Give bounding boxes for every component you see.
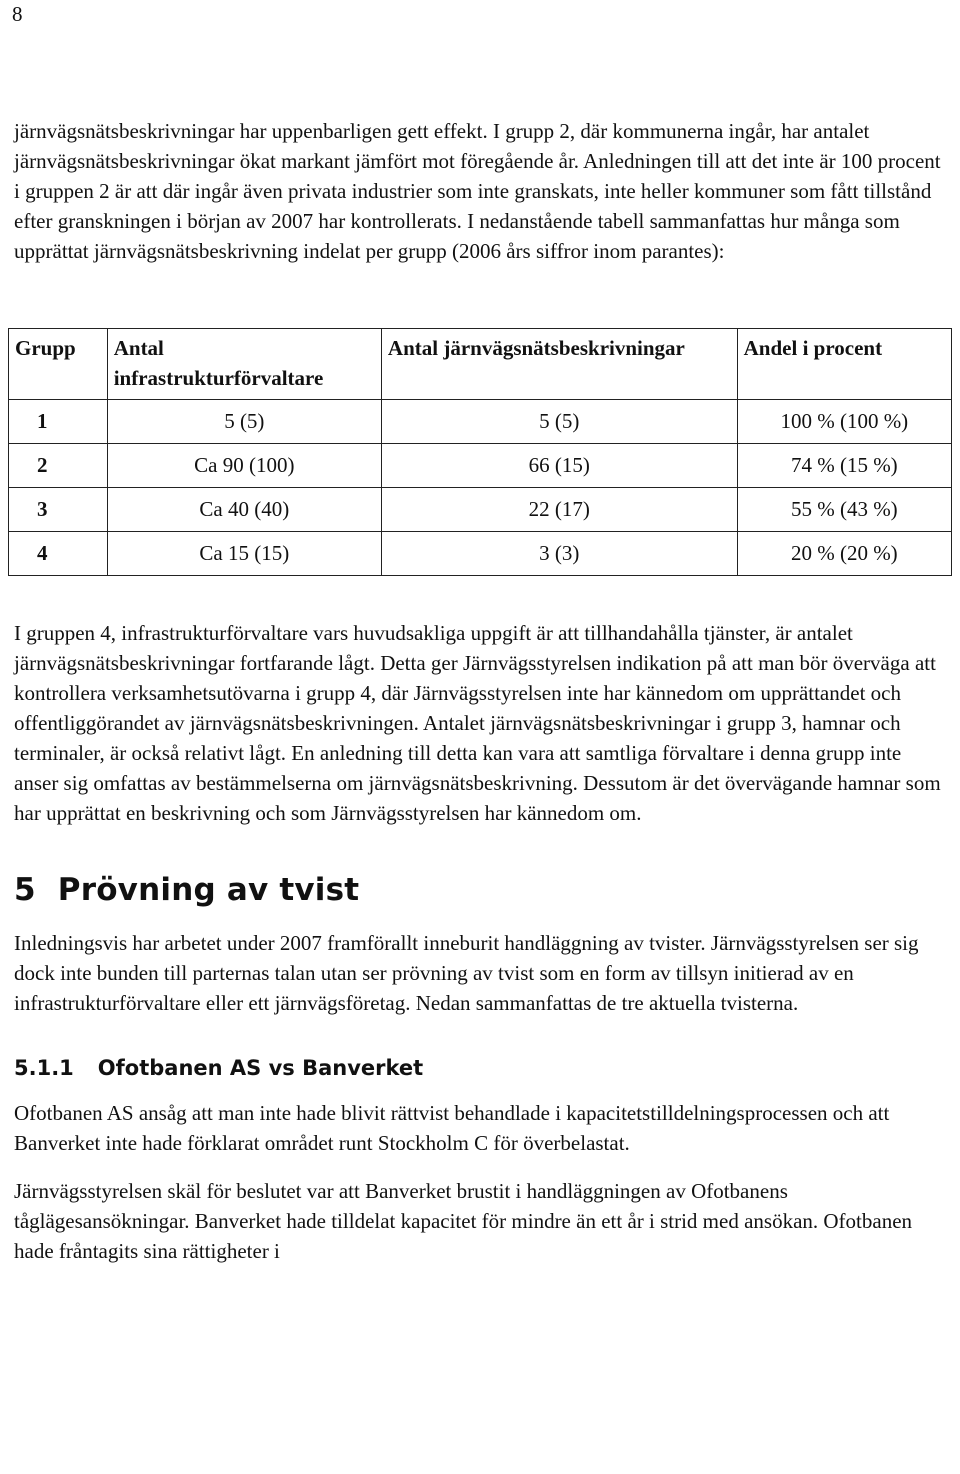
table-row	[9, 532, 952, 576]
section-title: Prövning av tvist	[57, 872, 360, 908]
subsection-heading	[14, 1056, 950, 1080]
summary-table	[8, 328, 952, 576]
cell-statements: 66 (15)	[381, 444, 737, 488]
cell-group: 2	[9, 444, 108, 488]
header-network-statements: Antal järnvägsnätsbeskrivningar	[381, 329, 737, 400]
cell-managers: Ca 90 (100)	[107, 444, 381, 488]
cell-group: 1	[9, 400, 108, 444]
table-header-row	[9, 329, 952, 400]
subsection-paragraph-1: Ofotbanen AS ansåg att man inte hade blivit rättvist behandlade i kapacitetstilldelningsprocessen och att Banverket inte hade förklarat området runt Stockholm C för överbelastat.	[14, 1101, 890, 1155]
intro-paragraph: järnvägsnätsbeskrivningar har uppenbarligen gett effekt. I grupp 2, där kommunerna ingår, har antalet järnvägsnätsbeskrivningar ökat markant jämfört mot föregående år. Anledningen till att det inte är 100 procent i gruppen 2 är att där ingår även privata industrier som inte granskats, inte heller kommuner som fått tillstånd efter granskningen i början av 2007 har kontrollerats. I nedanstående tabell sammanfattas hur många som upprättat järnvägsnätsbeskrivning indelat per grupp (2006 års siffror inom parantes):	[14, 119, 941, 263]
cell-percentage: 55 % (43 %)	[737, 488, 951, 532]
cell-statements: 3 (3)	[381, 532, 737, 576]
header-infrastructure-managers: Antal infrastrukturförvaltare	[107, 329, 381, 400]
cell-group: 4	[9, 532, 108, 576]
section-paragraph: Inledningsvis har arbetet under 2007 framförallt inneburit handläggning av tvister. Järnvägsstyrelsen ser sig dock inte bunden till parternas talan utan ser prövning av tvist som en form av tillsyn initierad av en infrastrukturförvaltare eller ett järnvägsföretag. Nedan sammanfattas de tre aktuella tvisterna.	[14, 931, 919, 1015]
cell-group: 3	[9, 488, 108, 532]
cell-percentage: 100 % (100 %)	[737, 400, 951, 444]
section-heading	[14, 872, 950, 908]
after-table-paragraph: I gruppen 4, infrastrukturförvaltare vars huvudsakliga uppgift är att tillhandahålla tjänster, är antalet järnvägsnätsbeskrivningar fortfarande lågt. Detta ger Järnvägsstyrelsen indikation på att man bör överväga att kontrollera verksamhetsutövarna i grupp 4, där Järnvägsstyrelsen inte har kännedom om upprättandet och offentliggörandet av järnvägsnätsbeskrivningen. Antalet järnvägsnätsbeskrivningar i grupp 3, hamnar och terminaler, är också relativt lågt. En anledning till detta kan vara att samtliga förvaltare i denna grupp inte anser sig omfattas av bestämmelserna om järnvägsnätsbeskrivning. Dessutom är det övervägande hamnar som har upprättat en beskrivning och som Järnvägsstyrelsen har kännedom om.	[14, 621, 941, 825]
cell-percentage: 20 % (20 %)	[737, 532, 951, 576]
cell-managers: Ca 40 (40)	[107, 488, 381, 532]
subsection-title: Ofotbanen AS vs Banverket	[97, 1056, 424, 1080]
page-number: 8	[12, 2, 23, 26]
cell-statements: 5 (5)	[381, 400, 737, 444]
cell-managers: 5 (5)	[107, 400, 381, 444]
table-row	[9, 488, 952, 532]
section-number: 5	[14, 872, 36, 908]
table-row	[9, 444, 952, 488]
document-body	[14, 116, 950, 1266]
subsection-paragraph-2: Järnvägsstyrelsen skäl för beslutet var att Banverket brustit i handläggningen av Ofotbanens tåglägesansökningar. Banverket hade tilldelat kapacitet för mindre än ett år i strid med ansökan. Ofotbanen hade fråntagits sina rättigheter i	[14, 1179, 913, 1263]
header-percentage: Andel i procent	[737, 329, 951, 400]
header-group: Grupp	[9, 329, 108, 400]
cell-statements: 22 (17)	[381, 488, 737, 532]
cell-percentage: 74 % (15 %)	[737, 444, 951, 488]
cell-managers: Ca 15 (15)	[107, 532, 381, 576]
subsection-number: 5.1.1	[14, 1056, 74, 1080]
table-row	[9, 400, 952, 444]
